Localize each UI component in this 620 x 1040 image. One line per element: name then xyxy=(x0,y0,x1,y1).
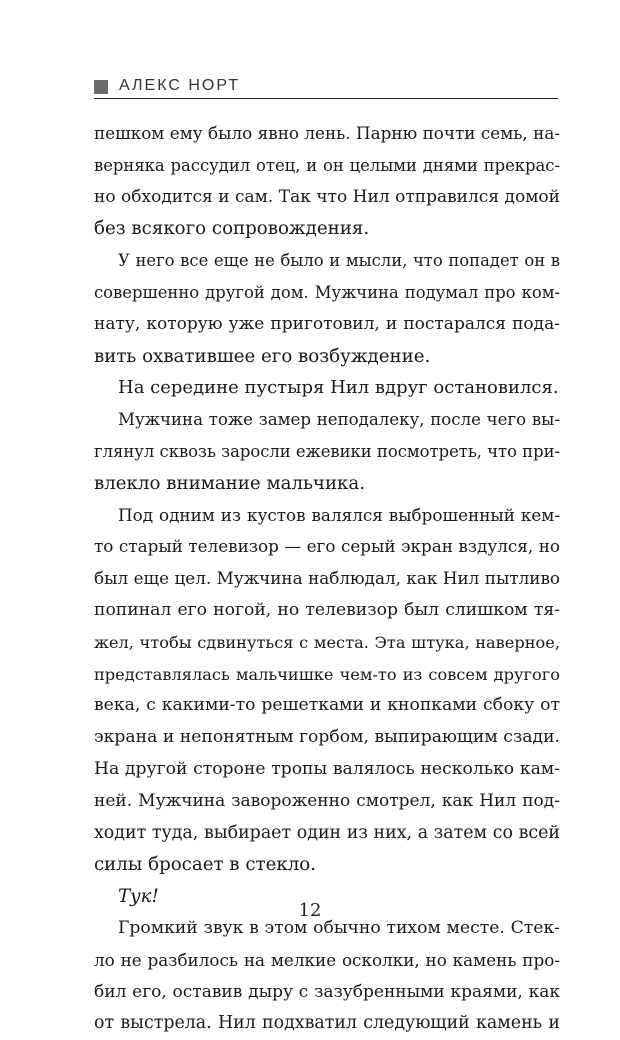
text-line: представлялась мальчишке чем-то из совсем другого xyxy=(94,664,560,684)
text-line: ней. Мужчина завороженно смотрел, как Нил под- xyxy=(94,790,560,811)
text-line: экрана и непонятным горбом, выпирающим сзади. xyxy=(94,727,560,748)
author-name: АЛЕКС НОРТ xyxy=(119,77,241,94)
text-line: Тук! xyxy=(118,886,159,908)
text-line: века, с какими-то решетками и кнопками сбоку от xyxy=(94,695,560,716)
running-head xyxy=(94,76,558,99)
text-line: Под одним из кустов валялся выброшенный кем- xyxy=(118,504,560,525)
text-line: На другой стороне тропы валялось несколько кам- xyxy=(94,758,560,779)
text-line: пешком ему было явно лень. Парню почти семь, на- xyxy=(94,123,560,143)
text-line: ходит туда, выбирает один из них, а затем со всей xyxy=(94,822,560,843)
text-line: Громкий звук в этом обычно тихом месте. Стек- xyxy=(118,917,560,938)
page-number: 12 xyxy=(298,900,322,921)
text-line: вить охватившее его возбуждение. xyxy=(94,345,431,367)
text-line: На середине пустыря Нил вдруг остановился. xyxy=(118,377,559,399)
text-line: У него все еще не было и мысли, что попадет он в xyxy=(118,251,560,271)
text-line: то старый телевизор — его серый экран вздулся, но xyxy=(94,536,560,557)
text-line: верняка рассудил отец, и он целыми днями прекрас- xyxy=(94,155,560,175)
text-line: бил его, оставив дыру с зазубренными краями, как xyxy=(94,981,560,1002)
text-line: ло не разбилось на мелкие осколки, но камень про- xyxy=(94,949,560,970)
text-line: без всякого сопровождения. xyxy=(94,218,370,240)
text-line: силы бросает в стекло. xyxy=(94,854,316,876)
text-line: глянул сквозь заросли ежевики посмотреть, что при- xyxy=(94,441,561,461)
header-square-icon xyxy=(94,80,108,94)
text-line: попинал его ногой, но телевизор был слишком тя- xyxy=(94,599,560,620)
text-line: влекло внимание мальчика. xyxy=(94,472,366,494)
text-line: от выстрела. Нил подхватил следующий камень и xyxy=(94,1013,560,1034)
text-line: совершенно другой дом. Мужчина подумал про ком- xyxy=(94,282,560,302)
text-line: но обходится и сам. Так что Нил отправился домой xyxy=(94,186,560,207)
text-line: был еще цел. Мужчина наблюдал, как Нил пытливо xyxy=(94,568,560,589)
text-line: нату, которую уже приготовил, и постарался пода- xyxy=(94,313,560,334)
text-line: жел, чтобы сдвинуться с места. Эта штука, наверное, xyxy=(94,632,560,652)
text-line: Мужчина тоже замер неподалеку, после чего вы- xyxy=(118,410,560,430)
